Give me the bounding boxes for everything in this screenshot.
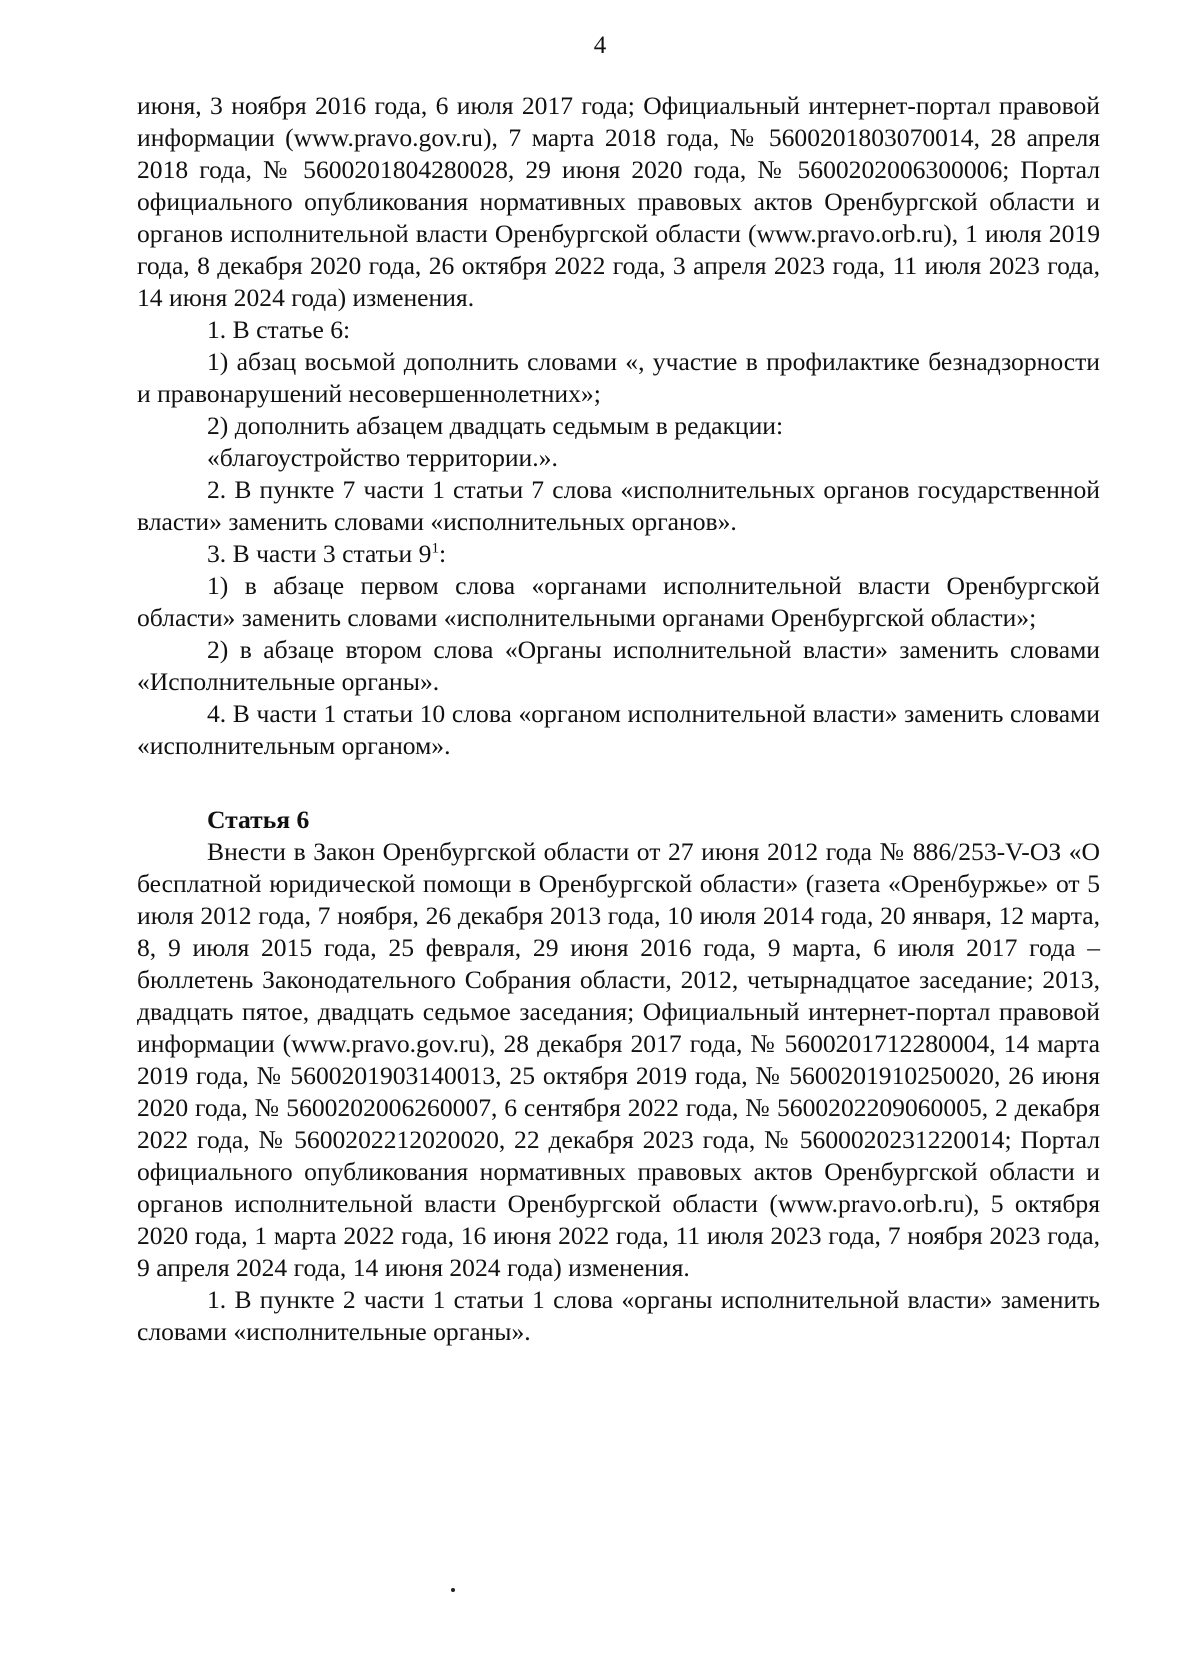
paragraph-article-6-intro: Внести в Закон Оренбургской области от 27 июня 2012 года № 886/253-V-ОЗ «О бесплатной юридической помощи в Оренбургской области» (газета «Оренбуржье» от 5 июля 2012 года, 7 ноября, 26 декабря 2013 года, 10 июля 2014 года, 20 января, 12 марта, 8, 9 июля 2015 года, 25 февраля, 29 июня 2016 года, 9 марта, 6 июля 2017 года – бюллетень Законодательного Собрания области, 2012, четырнадцатое заседание; 2013, двадцать пятое, двадцать седьмое заседания; Официальный интернет-портал правовой информации (www.pravo.gov.ru), 28 декабря 2017 года, № 5600201712280004, 14 марта 2019 года, № 5600201903140013, 25 октября 2019 года, № 5600201910250020, 26 июня 2020 года, № 5600202006260007, 6 сентября 2022 года, № 5600202209060005, 2 декабря 2022 года, № 5600202212020020, 22 декабря 2023 года, № 5600020231220014; Портал официального опубликования нормативных правовых актов Оренбургской области и органов исполнительной власти Оренбургской области (www.pravo.orb.ru), 5 октября 2020 года, 1 марта 2022 года, 16 июня 2022 года, 11 июля 2023 года, 7 ноября 2023 года, 9 апреля 2024 года, 14 июня 2024 года) изменения.: [137, 837, 1100, 1282]
item-3-colon: :: [438, 539, 447, 568]
paragraph-item-4: 4. В части 1 статьи 10 слова «органом исполнительной власти» заменить словами «исполнительным органом».: [137, 699, 1100, 760]
paragraph-item-3: [137, 538, 1100, 570]
document-body: [137, 90, 1100, 1348]
article-heading: Статья 6: [207, 805, 310, 834]
paragraph-item-1: 1. В статье 6:: [207, 315, 351, 344]
paragraph-continuation: июня, 3 ноября 2016 года, 6 июля 2017 года; Официальный интернет-портал правовой информации (www.pravo.gov.ru), 7 марта 2018 года, № 5600201803070014, 28 апреля 2018 года, № 5600201804280028, 29 июня 2020 года, № 5600202006300006; Портал официального опубликования нормативных правовых актов Оренбургской области и органов исполнительной власти Оренбургской области (www.pravo.orb.ru), 1 июля 2019 года, 8 декабря 2020 года, 26 октября 2022 года, 3 апреля 2023 года, 11 июля 2023 года, 14 июня 2024 года) изменения.: [137, 91, 1100, 312]
paragraph-item-3-2: 2) в абзаце втором слова «Органы исполнительной власти» заменить словами «Исполнительные органы».: [137, 635, 1100, 696]
page-number: 4: [593, 32, 607, 59]
paragraph-article-6-item-1: 1. В пункте 2 части 1 статьи 1 слова «органы исполнительной власти» заменить словами «исполнительные органы».: [137, 1285, 1100, 1346]
paragraph-item-1-2-quote: «благоустройство территории.».: [207, 443, 558, 472]
paragraph-item-1-1: 1) абзац восьмой дополнить словами «, участие в профилактике безнадзорности и правонарушений несовершеннолетних»;: [137, 347, 1100, 408]
scan-dot: [451, 1588, 455, 1592]
item-3-text: 3. В части 3 статьи 9: [207, 539, 432, 568]
paragraph-item-3-1: 1) в абзаце первом слова «органами исполнительной власти Оренбургской области» заменить словами «исполнительными органами Оренбургской области»;: [137, 571, 1100, 632]
paragraph-item-2: 2. В пункте 7 части 1 статьи 7 слова «исполнительных органов государственной власти» заменить словами «исполнительных органов».: [137, 475, 1100, 536]
item-3-superscript: 1: [431, 540, 439, 557]
paragraph-item-1-2: 2) дополнить абзацем двадцать седьмым в редакции:: [207, 411, 784, 440]
